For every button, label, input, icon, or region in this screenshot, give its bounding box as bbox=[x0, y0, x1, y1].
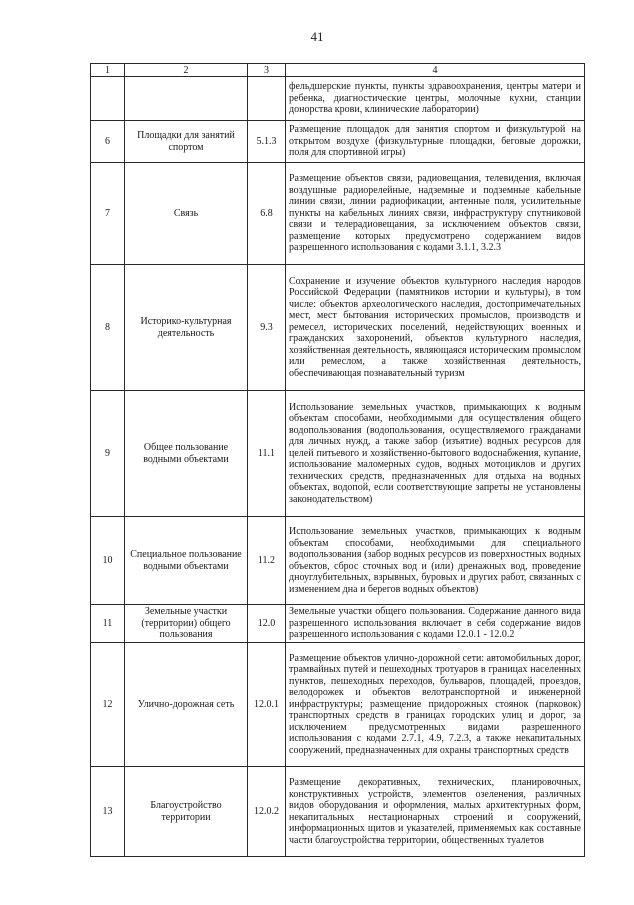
land-use-name: Площадки для занятий спортом bbox=[125, 121, 248, 163]
page-number: 41 bbox=[310, 29, 324, 44]
land-use-name: Земельные участки (территории) общего пользования bbox=[125, 605, 248, 643]
row-number: 10 bbox=[91, 517, 125, 605]
land-use-code: 12.0 bbox=[248, 605, 286, 643]
land-use-name: Общее пользование водными объектами bbox=[125, 391, 248, 517]
land-use-description: Размещение площадок для занятия спортом и физкультурой на открытом воздухе (физкультурные площадки, беговые дорожки, поля для спортивной игры) bbox=[286, 121, 585, 163]
land-use-code bbox=[248, 77, 286, 121]
land-use-code: 12.0.2 bbox=[248, 767, 286, 857]
row-number bbox=[91, 77, 125, 121]
land-use-description: фельдшерские пункты, пункты здравоохранения, центры матери и ребенка, диагностические центры, молочные кухни, станции донорства крови, клинические лаборатории) bbox=[286, 77, 585, 121]
table-row bbox=[91, 767, 585, 857]
table-row bbox=[91, 643, 585, 767]
table-row bbox=[91, 391, 585, 517]
land-use-code: 11.1 bbox=[248, 391, 286, 517]
land-use-code: 6.8 bbox=[248, 163, 286, 265]
land-use-name: Специальное пользование водными объектами bbox=[125, 517, 248, 605]
row-number: 8 bbox=[91, 265, 125, 391]
land-use-code: 12.0.1 bbox=[248, 643, 286, 767]
column-number-1: 1 bbox=[91, 64, 125, 77]
land-use-name bbox=[125, 77, 248, 121]
column-number-3: 3 bbox=[248, 64, 286, 77]
column-number-4: 4 bbox=[286, 64, 585, 77]
land-use-description: Размещение декоративных, технических, планировочных, конструктивных устройств, элементов озеленения, различных видов оборудования и оформления, малых архитектурных форм, некапитальных нестационарных строений и сооружений, информационных щитов и указателей, применяемых как составные части благоустройства территории, общественных туалетов bbox=[286, 767, 585, 857]
land-use-description: Сохранение и изучение объектов культурного наследия народов Российской Федерации (памятников истории и культуры), в том числе: объектов археологического наследия, достопримечательных мест, мест бытования исторических промыслов, производств и ремесел, исторических поселений, недействующих военных и гражданских захоронений, объектов культурного наследия, хозяйственная деятельность, являющаяся историческим промыслом или ремеслом, а также хозяйственная деятельность, обеспечивающая познавательный туризм bbox=[286, 265, 585, 391]
table-row bbox=[91, 265, 585, 391]
land-use-name: Благоустройство территории bbox=[125, 767, 248, 857]
land-use-description: Использование земельных участков, примыкающих к водным объектам способами, необходимыми для специального водопользования (забор водных ресурсов из поверхностных водных объектов, сброс сточных вод и (или) дренажных вод, проведение дноуглубительных, взрывных, буровых и других работ, связанных с изменением дна и берегов водных объектов) bbox=[286, 517, 585, 605]
land-use-table bbox=[90, 63, 585, 857]
table-row bbox=[91, 163, 585, 265]
row-number: 13 bbox=[91, 767, 125, 857]
land-use-name: Историко-культурная деятельность bbox=[125, 265, 248, 391]
land-use-code: 5.1.3 bbox=[248, 121, 286, 163]
row-number: 6 bbox=[91, 121, 125, 163]
column-number-2: 2 bbox=[125, 64, 248, 77]
land-use-description: Земельные участки общего пользования. Содержание данного вида разрешенного использования включает в себя содержание видов разрешенного использования с кодами 12.0.1 - 12.0.2 bbox=[286, 605, 585, 643]
land-use-name: Улично-дорожная сеть bbox=[125, 643, 248, 767]
table-header-row bbox=[91, 64, 585, 77]
row-number: 11 bbox=[91, 605, 125, 643]
table-row bbox=[91, 121, 585, 163]
row-number: 12 bbox=[91, 643, 125, 767]
land-use-code: 9.3 bbox=[248, 265, 286, 391]
table-row bbox=[91, 517, 585, 605]
row-number: 7 bbox=[91, 163, 125, 265]
land-use-code: 11.2 bbox=[248, 517, 286, 605]
land-use-description: Размещение объектов улично-дорожной сети: автомобильных дорог, трамвайных путей и пешеходных тротуаров в границах населенных пунктов, пешеходных переходов, бульваров, площадей, проездов, велодорожек и объектов велотранспортной и инженерной инфраструктуры; размещение придорожных стоянок (парковок) транспортных средств в границах городских улиц и дорог, за исключением предусмотренных видами разрешенного использования с кодами 2.7.1, 4.9, 7.2.3, а также некапитальных сооружений, предназначенных для охраны транспортных средств bbox=[286, 643, 585, 767]
table-row bbox=[91, 605, 585, 643]
row-number: 9 bbox=[91, 391, 125, 517]
land-use-name: Связь bbox=[125, 163, 248, 265]
land-use-description: Размещение объектов связи, радиовещания, телевидения, включая воздушные радиорелейные, надземные и подземные кабельные линии связи, линии радиофикации, антенные поля, усилительные пункты на кабельных линиях связи, инфраструктуру спутниковой связи и телерадиовещания, за исключением объектов связи, размещение которых предусмотрено содержанием видов разрешенного использования с кодами 3.1.1, 3.2.3 bbox=[286, 163, 585, 265]
table-row bbox=[91, 77, 585, 121]
land-use-description: Использование земельных участков, примыкающих к водным объектам способами, необходимыми для осуществления общего водопользования (водопользования, осуществляемого гражданами для личных нужд, а также забор (изъятие) водных ресурсов для целей питьевого и хозяйственно-бытового водоснабжения, купание, использование маломерных судов, водных мотоциклов и других технических средств, предназначенных для отдыха на водных объектах, водопой, если соответствующие запреты не установлены законодательством) bbox=[286, 391, 585, 517]
